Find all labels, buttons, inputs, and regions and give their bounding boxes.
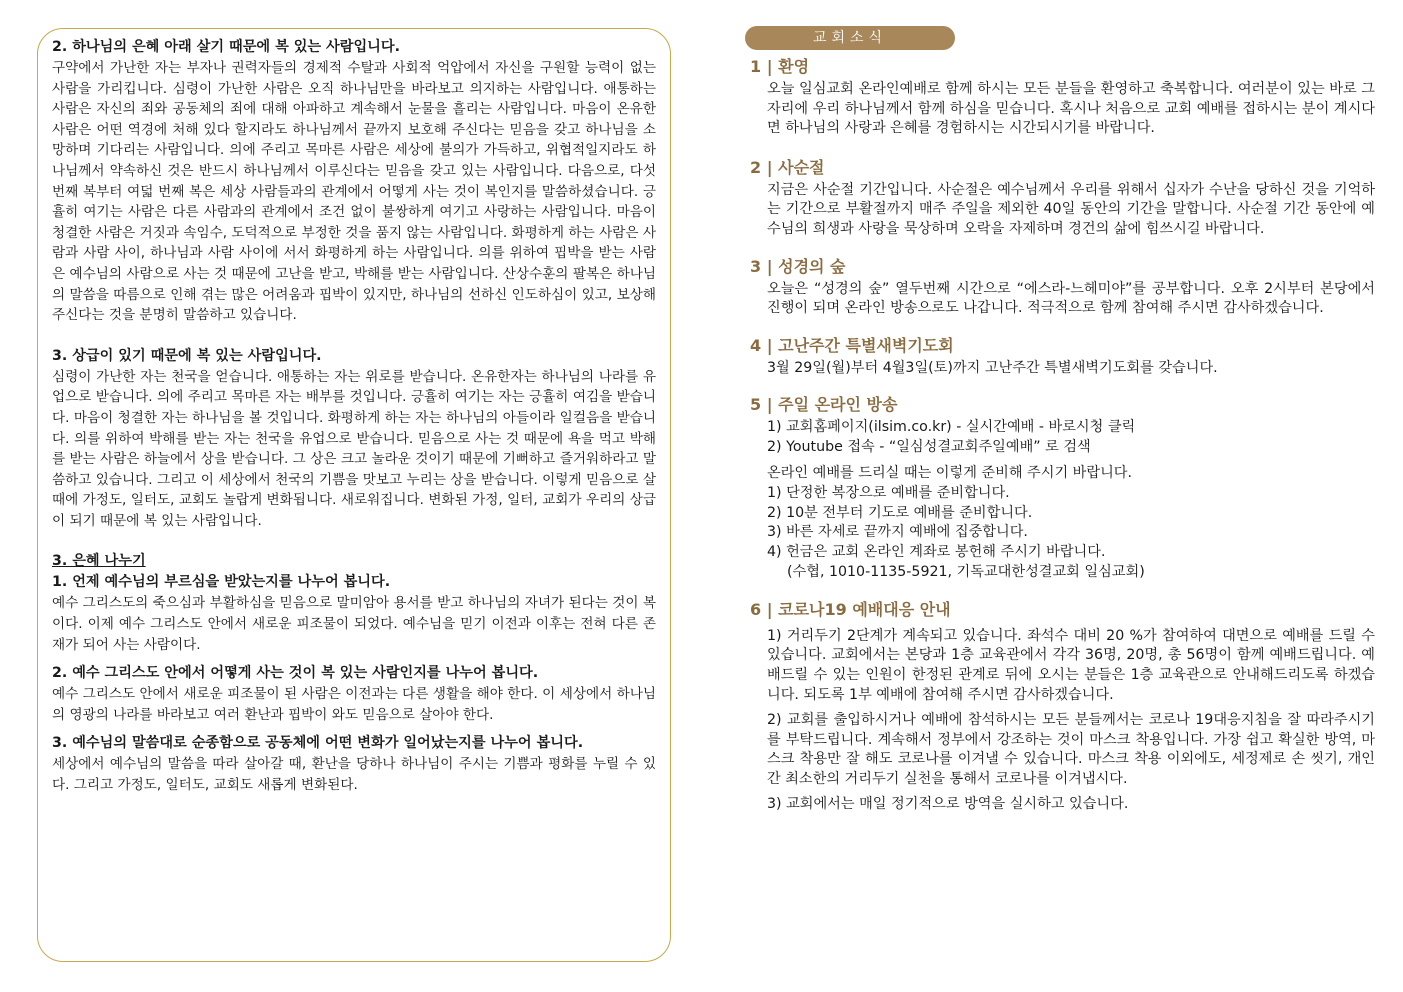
news-3-heading: 3 | 성경의 숲 [750,256,846,276]
news-1-body: 오늘 일심교회 온라인예배로 함께 하시는 모든 분들을 환영하고 축복합니다. 여러분이 있는 바로 그 자리에 우리 하나님께서 함께 하심을 믿습니다. 혹시나 처음으로 교회 예배를 접하시는 분이 계시다면 하나님의 사랑과 은혜를 경험하시는 시간되시기를 바랍니다. [767,81,1375,137]
sermon-panel [37,28,671,962]
section-3-body: 심령이 가난한 자는 천국을 얻습니다. 애통하는 자는 위로를 받습니다. 온유한자는 하나님의 나라를 유업으로 받습니다. 의에 주리고 목마른 자는 배부를 것입니다. 긍휼히 여기는 자는 긍휼히 여김을 받습니다. 마음이 청결한 자는 하나님을 볼 것입니다. 화평하게 하는 자는 하나님의 아들이라 일컬음을 받습니다. 의를 위하여 박해를 받는 자는 천국을 유업으로 받습니다. 믿음으로 사는 것 때문에 욕을 먹고 박해를 받는 사람은 하늘에서 상을 받습니다. 그 상은 크고 놀라운 것이기 때문에 기뻐하고 즐거워하라고 말씀하고 있습니다. 그리고 이 세상에서 천국의 기쁨을 맛보고 누리는 상을 받습니다. 이렇게 믿음으로 살 때에 가정도, 일터도, 교회도 놀랍게 변화됩니다. 새로워집니다. 변화된 가정, 일터, 교회가 우리의 상급이 되기 때문에 복 있는 사람입니다. [52,368,656,529]
church-news-panel [745,26,1375,976]
section-2-title: 2. 하나님의 은혜 아래 살기 때문에 복 있는 사람입니다. [52,39,400,55]
question-1-title: 1. 언제 예수님의 부르심을 받았는지를 나누어 봅니다. [52,574,391,591]
worship-prep-step: 2) 10분 전부터 기도로 예배를 준비합니다. [767,504,1033,521]
question-3-body: 세상에서 예수님의 말씀을 따라 살아갈 때, 환난을 당하나 하나님이 주시는 기쁨과 평화를 누릴 수 있다. 그리고 가정도, 일터도, 교회도 새롭게 변화된다. [52,756,656,794]
share-grace-title: 3. 은혜 나누기 [52,553,146,570]
worship-prep-step: 4) 헌금은 교회 온라인 계좌로 봉헌해 주시기 바랍니다. [767,544,1106,561]
question-3-title: 3. 예수님의 말씀대로 순종함으로 공동체에 어떤 변화가 일어났는지를 나누어 봅니다. [52,735,584,752]
offering-account: (수협, 1010-1135-5921, 기독교대한성결교회 일심교회) [787,563,1145,580]
broadcast-item: 2) Youtube 접속 - “일심성결교회주일예배” 로 검색 [767,439,1091,456]
section-3-title: 3. 상급이 있기 때문에 복 있는 사람입니다. [52,347,322,364]
worship-prep-step: 3) 바른 자세로 끝까지 예배에 집중합니다. [767,524,1028,541]
news-6-heading: 6 | 코로나19 예배대응 안내 [750,599,951,619]
news-2-heading: 2 | 사순절 [750,157,825,177]
broadcast-item: 1) 교회홈페이지(ilsim.co.kr) - 실시간예배 - 바로시청 클릭 [767,419,1136,436]
news-4-body: 3월 29일(월)부터 4월3일(토)까지 고난주간 특별새벽기도회를 갖습니다. [767,359,1218,376]
news-1-heading: 1 | 환영 [750,57,810,76]
question-1-body: 예수 그리스도의 죽으심과 부활하심을 믿음으로 말미암아 용서를 받고 하나님의 자녀가 된다는 것이 복이다. 이제 예수 그리스도 안에서 새로운 피조물이 되었다. 예수님을 믿기 이전과 이후는 전혀 다른 존재가 되어 사는 사람이다. [52,595,656,653]
news-5-heading: 5 | 주일 온라인 방송 [750,395,898,415]
section-2-body: 구약에서 가난한 자는 부자나 권력자들의 경제적 수탈과 사회적 억압에서 자신을 구원할 능력이 없는 사람을 가리킵니다. 심령이 가난한 사람은 오직 하나님만을 바라보고 의지하는 사람입니다. 애통하는 사람은 자신의 죄와 공동체의 죄에 대해 아파하고 계속해서 눈물을 흘리는 사람입니다. 마음이 온유한 사람은 어떤 역경에 처해 있다 할지라도 하나님께서 끝까지 보호해 주신다는 믿음을 갖고 하나님을 소망하며 기다리는 사람입니다. 의에 주리고 목마른 사람은 세상에 불의가 가득하고, 위협적일지라도 하나님께서 약속하신 것은 반드시 하나님께서 이루신다는 믿음을 갖고 있는 사람입니다. 다음으로, 다섯 번째 복부터 여덟 번째 복은 세상 사람들과의 관계에서 어떻게 사는 것이 복인지를 말씀하셨습니다. 긍휼히 여기는 사람은 다른 사람과의 관계에서 조건 없이 불쌍하게 여기고 사랑하는 사람입니다. 마음이 청결한 사람은 거짓과 속임수, 도덕적으로 부정한 것을 품지 않는 사람입니다. 화평하게 하는 사람은 사람과 사람 사이, 하나님과 사람 사이에 서서 화평하게 하는 사람입니다. 의를 위하여 핍박을 받는 사람은 예수님의 사람으로 사는 것 때문에 고난을 받고, 박해를 받는 사람입니다. 산상수훈의 팔복은 하나님의 말씀을 따름으로 인해 겪는 많은 어려움과 핍박이 있지만, 하나님의 선하신 인도하심이 있고, 보상해 주신다는 것을 분명히 말씀하고 있습니다. [52,60,656,324]
question-2-body: 예수 그리스도 안에서 새로운 피조물이 된 사람은 이전과는 다른 생활을 해야 한다. 이 세상에서 하나님의 영광의 나라를 바라보고 여러 환난과 핍박이 와도 믿음으로 살아야 한다. [52,686,656,723]
news-3-body: 오늘은 “성경의 숲” 열두번째 시간으로 “에스라-느헤미야”를 공부합니다. 오후 2시부터 본당에서 진행이 되며 온라인 방송으로도 나갑니다. 적극적으로 함께 참여해 주시면 감사하겠습니다. [767,280,1375,317]
church-news-tab: 교회소식 [745,26,955,50]
covid-notice-1: 1) 거리두기 2단계가 계속되고 있습니다. 좌석수 대비 20 %가 참여하여 대면으로 예배를 드릴 수 있습니다. 교회에서는 본당과 1층 교육관에서 각각 36명, 20명, 총 56명이 함께 예배드립니다. 예배드릴 수 있는 인원이 한정된 관계로 뒤에 오시는 분들은 1층 교육관으로 안내해드리도록 하겠습니다. 되도록 1부 예배에 참여해 주시면 감사하겠습니다. [767,627,1375,703]
covid-notice-3: 3) 교회에서는 매일 정기적으로 방역을 실시하고 있습니다. [767,796,1129,813]
worship-prep-intro: 온라인 예배를 드리실 때는 이렇게 준비해 주시기 바랍니다. [767,464,1133,481]
news-2-body: 지금은 사순절 기간입니다. 사순절은 예수님께서 우리를 위해서 십자가 수난을 당하신 것을 기억하는 기간으로 부활절까지 매주 주일을 제외한 40일 동안의 기간을 말합니다. 사순절 기간 동안에 예수님의 희생과 사랑을 묵상하며 오락을 자제하며 경건의 삶에 힘쓰시길 바랍니다. [767,181,1375,237]
covid-notice-2: 2) 교회를 출입하시거나 예배에 참석하시는 모든 분들께서는 코로나 19대응지침을 잘 따라주시기를 부탁드립니다. 계속해서 정부에서 강조하는 것이 마스크 착용입니다. 가장 쉽고 확실한 방역, 마스크 착용만 잘 해도 코로나를 이겨낼 수 있습니다. 마스크 착용 이외에도, 세정제로 손 씻기, 개인 간 최소한의 거리두기 실천을 통해서 코로나를 이겨냅시다. [767,712,1375,787]
news-4-heading: 4 | 고난주간 특별새벽기도회 [750,335,954,355]
worship-prep-step: 1) 단정한 복장으로 예배를 준비합니다. [767,484,1010,501]
question-2-title: 2. 예수 그리스도 안에서 어떻게 사는 것이 복 있는 사람인지를 나누어 봅니다. [52,665,539,682]
